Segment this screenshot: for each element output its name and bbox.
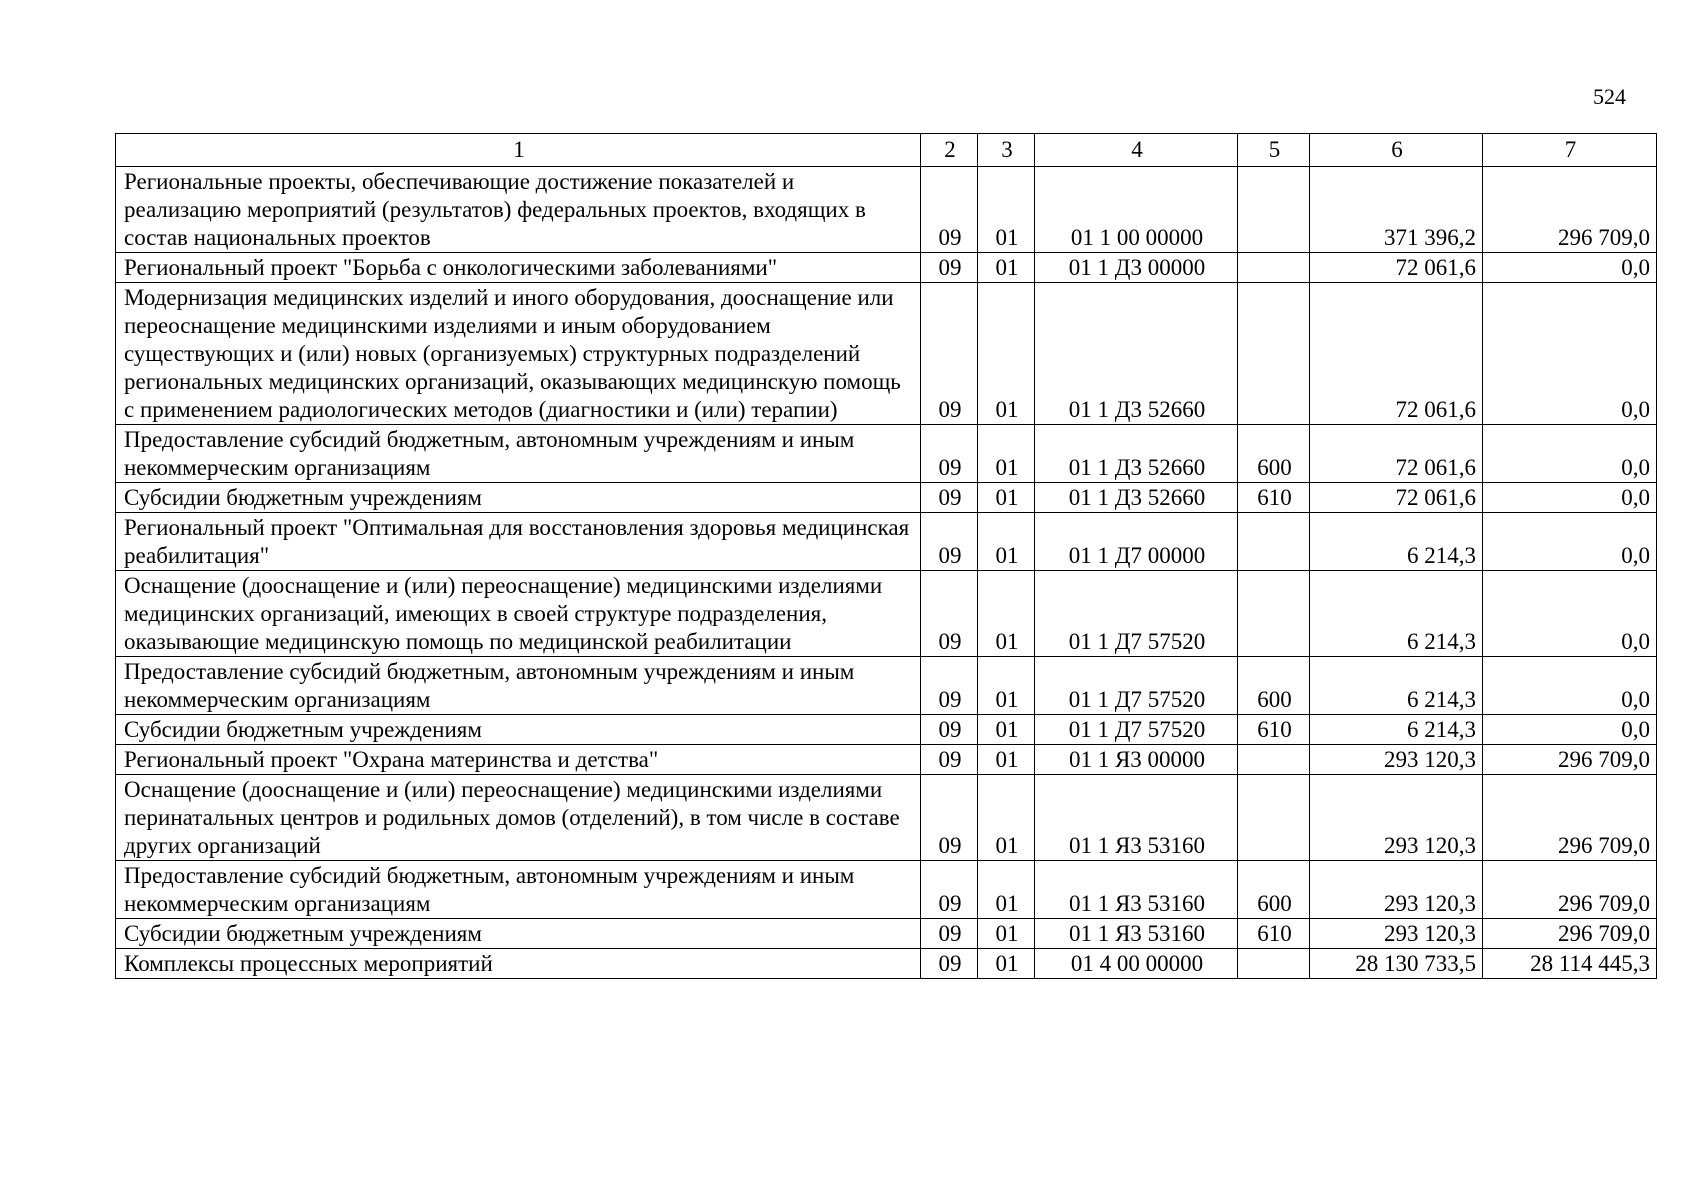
section-cell: 09 bbox=[921, 571, 978, 657]
amount-cell: 72 061,6 bbox=[1310, 425, 1483, 483]
section-cell: 09 bbox=[921, 775, 978, 861]
target-item-cell: 01 1 Д7 57520 bbox=[1035, 571, 1238, 657]
column-header: 3 bbox=[978, 134, 1035, 167]
section-cell: 09 bbox=[921, 715, 978, 745]
expense-type-cell: 600 bbox=[1238, 425, 1310, 483]
table-row bbox=[116, 571, 1657, 657]
section-cell: 09 bbox=[921, 949, 978, 979]
expense-type-cell: 610 bbox=[1238, 483, 1310, 513]
target-item-cell: 01 1 Д3 52660 bbox=[1035, 425, 1238, 483]
subsection-cell: 01 bbox=[978, 861, 1035, 919]
amount-cell: 0,0 bbox=[1483, 425, 1657, 483]
expense-type-cell bbox=[1238, 167, 1310, 253]
item-name-cell: Предоставление субсидий бюджетным, автономным учреждениям и иным некоммерческим организациям bbox=[116, 861, 921, 919]
target-item-cell: 01 1 Д7 00000 bbox=[1035, 513, 1238, 571]
expense-type-cell bbox=[1238, 949, 1310, 979]
target-item-cell: 01 1 Я3 53160 bbox=[1035, 775, 1238, 861]
section-cell: 09 bbox=[921, 657, 978, 715]
table-row bbox=[116, 861, 1657, 919]
subsection-cell: 01 bbox=[978, 167, 1035, 253]
table-row bbox=[116, 745, 1657, 775]
item-name-cell: Региональные проекты, обеспечивающие достижение показателей и реализацию мероприятий (результатов) федеральных проектов, входящих в состав национальных проектов bbox=[116, 167, 921, 253]
section-cell: 09 bbox=[921, 483, 978, 513]
target-item-cell: 01 1 Д3 00000 bbox=[1035, 253, 1238, 283]
section-cell: 09 bbox=[921, 425, 978, 483]
item-name-cell: Региональный проект "Охрана материнства и детства" bbox=[116, 745, 921, 775]
item-name-cell: Предоставление субсидий бюджетным, автономным учреждениям и иным некоммерческим организациям bbox=[116, 657, 921, 715]
expense-type-cell bbox=[1238, 745, 1310, 775]
subsection-cell: 01 bbox=[978, 775, 1035, 861]
section-cell: 09 bbox=[921, 919, 978, 949]
item-name-cell: Оснащение (дооснащение и (или) переоснащение) медицинскими изделиями перинатальных центров и родильных домов (отделений), в том числе в составе других организаций bbox=[116, 775, 921, 861]
subsection-cell: 01 bbox=[978, 919, 1035, 949]
target-item-cell: 01 1 Д3 52660 bbox=[1035, 483, 1238, 513]
amount-cell: 0,0 bbox=[1483, 513, 1657, 571]
item-name-cell: Предоставление субсидий бюджетным, автономным учреждениям и иным некоммерческим организациям bbox=[116, 425, 921, 483]
amount-cell: 293 120,3 bbox=[1310, 919, 1483, 949]
item-name-cell: Оснащение (дооснащение и (или) переоснащение) медицинскими изделиями медицинских организаций, имеющих в своей структуре подразделения, оказывающие медицинскую помощь по медицинской реабилитации bbox=[116, 571, 921, 657]
expense-type-cell: 600 bbox=[1238, 657, 1310, 715]
subsection-cell: 01 bbox=[978, 425, 1035, 483]
subsection-cell: 01 bbox=[978, 483, 1035, 513]
amount-cell: 0,0 bbox=[1483, 715, 1657, 745]
amount-cell: 293 120,3 bbox=[1310, 861, 1483, 919]
target-item-cell: 01 1 Я3 53160 bbox=[1035, 861, 1238, 919]
column-header: 7 bbox=[1483, 134, 1657, 167]
expense-type-cell bbox=[1238, 253, 1310, 283]
amount-cell: 371 396,2 bbox=[1310, 167, 1483, 253]
subsection-cell: 01 bbox=[978, 715, 1035, 745]
column-header: 1 bbox=[116, 134, 921, 167]
expense-type-cell bbox=[1238, 775, 1310, 861]
section-cell: 09 bbox=[921, 745, 978, 775]
amount-cell: 72 061,6 bbox=[1310, 483, 1483, 513]
amount-cell: 293 120,3 bbox=[1310, 745, 1483, 775]
target-item-cell: 01 1 Д3 52660 bbox=[1035, 283, 1238, 425]
expense-type-cell: 610 bbox=[1238, 715, 1310, 745]
item-name-cell: Региональный проект "Борьба с онкологическими заболеваниями" bbox=[116, 253, 921, 283]
table-row bbox=[116, 483, 1657, 513]
column-header: 4 bbox=[1035, 134, 1238, 167]
expense-type-cell: 600 bbox=[1238, 861, 1310, 919]
amount-cell: 296 709,0 bbox=[1483, 861, 1657, 919]
amount-cell: 6 214,3 bbox=[1310, 657, 1483, 715]
expense-type-cell bbox=[1238, 513, 1310, 571]
subsection-cell: 01 bbox=[978, 949, 1035, 979]
section-cell: 09 bbox=[921, 253, 978, 283]
expense-type-cell bbox=[1238, 283, 1310, 425]
amount-cell: 28 130 733,5 bbox=[1310, 949, 1483, 979]
target-item-cell: 01 1 Я3 53160 bbox=[1035, 919, 1238, 949]
table-row bbox=[116, 715, 1657, 745]
amount-cell: 0,0 bbox=[1483, 253, 1657, 283]
amount-cell: 6 214,3 bbox=[1310, 715, 1483, 745]
subsection-cell: 01 bbox=[978, 745, 1035, 775]
table-row bbox=[116, 949, 1657, 979]
amount-cell: 28 114 445,3 bbox=[1483, 949, 1657, 979]
table-row bbox=[116, 283, 1657, 425]
item-name-cell: Субсидии бюджетным учреждениям bbox=[116, 483, 921, 513]
amount-cell: 6 214,3 bbox=[1310, 571, 1483, 657]
amount-cell: 0,0 bbox=[1483, 571, 1657, 657]
table-row bbox=[116, 253, 1657, 283]
amount-cell: 6 214,3 bbox=[1310, 513, 1483, 571]
subsection-cell: 01 bbox=[978, 571, 1035, 657]
item-name-cell: Комплексы процессных мероприятий bbox=[116, 949, 921, 979]
column-header: 2 bbox=[921, 134, 978, 167]
target-item-cell: 01 1 00 00000 bbox=[1035, 167, 1238, 253]
column-header: 6 bbox=[1310, 134, 1483, 167]
table-row bbox=[116, 775, 1657, 861]
section-cell: 09 bbox=[921, 513, 978, 571]
amount-cell: 296 709,0 bbox=[1483, 775, 1657, 861]
subsection-cell: 01 bbox=[978, 283, 1035, 425]
subsection-cell: 01 bbox=[978, 253, 1035, 283]
amount-cell: 293 120,3 bbox=[1310, 775, 1483, 861]
item-name-cell: Субсидии бюджетным учреждениям bbox=[116, 919, 921, 949]
table-row bbox=[116, 657, 1657, 715]
amount-cell: 0,0 bbox=[1483, 657, 1657, 715]
section-cell: 09 bbox=[921, 167, 978, 253]
table-row bbox=[116, 425, 1657, 483]
amount-cell: 0,0 bbox=[1483, 283, 1657, 425]
amount-cell: 72 061,6 bbox=[1310, 253, 1483, 283]
subsection-cell: 01 bbox=[978, 657, 1035, 715]
amount-cell: 296 709,0 bbox=[1483, 745, 1657, 775]
column-header: 5 bbox=[1238, 134, 1310, 167]
table-row bbox=[116, 919, 1657, 949]
section-cell: 09 bbox=[921, 861, 978, 919]
header-row bbox=[116, 134, 1657, 167]
amount-cell: 72 061,6 bbox=[1310, 283, 1483, 425]
section-cell: 09 bbox=[921, 283, 978, 425]
item-name-cell: Модернизация медицинских изделий и иного оборудования, дооснащение или переоснащение медицинскими изделиями и иным оборудованием существующих и (или) новых (организуемых) структурных подразделений региональных медицинских организаций, оказывающих медицинскую помощь с применением радиологических методов (диагностики и (или) терапии) bbox=[116, 283, 921, 425]
target-item-cell: 01 1 Я3 00000 bbox=[1035, 745, 1238, 775]
budget-table bbox=[115, 133, 1657, 979]
expense-type-cell: 610 bbox=[1238, 919, 1310, 949]
subsection-cell: 01 bbox=[978, 513, 1035, 571]
expense-type-cell bbox=[1238, 571, 1310, 657]
table-row bbox=[116, 167, 1657, 253]
table-row bbox=[116, 513, 1657, 571]
amount-cell: 0,0 bbox=[1483, 483, 1657, 513]
item-name-cell: Региональный проект "Оптимальная для восстановления здоровья медицинская реабилитация" bbox=[116, 513, 921, 571]
amount-cell: 296 709,0 bbox=[1483, 919, 1657, 949]
target-item-cell: 01 1 Д7 57520 bbox=[1035, 715, 1238, 745]
target-item-cell: 01 1 Д7 57520 bbox=[1035, 657, 1238, 715]
page-number: 524 bbox=[1593, 84, 1626, 109]
item-name-cell: Субсидии бюджетным учреждениям bbox=[116, 715, 921, 745]
amount-cell: 296 709,0 bbox=[1483, 167, 1657, 253]
target-item-cell: 01 4 00 00000 bbox=[1035, 949, 1238, 979]
